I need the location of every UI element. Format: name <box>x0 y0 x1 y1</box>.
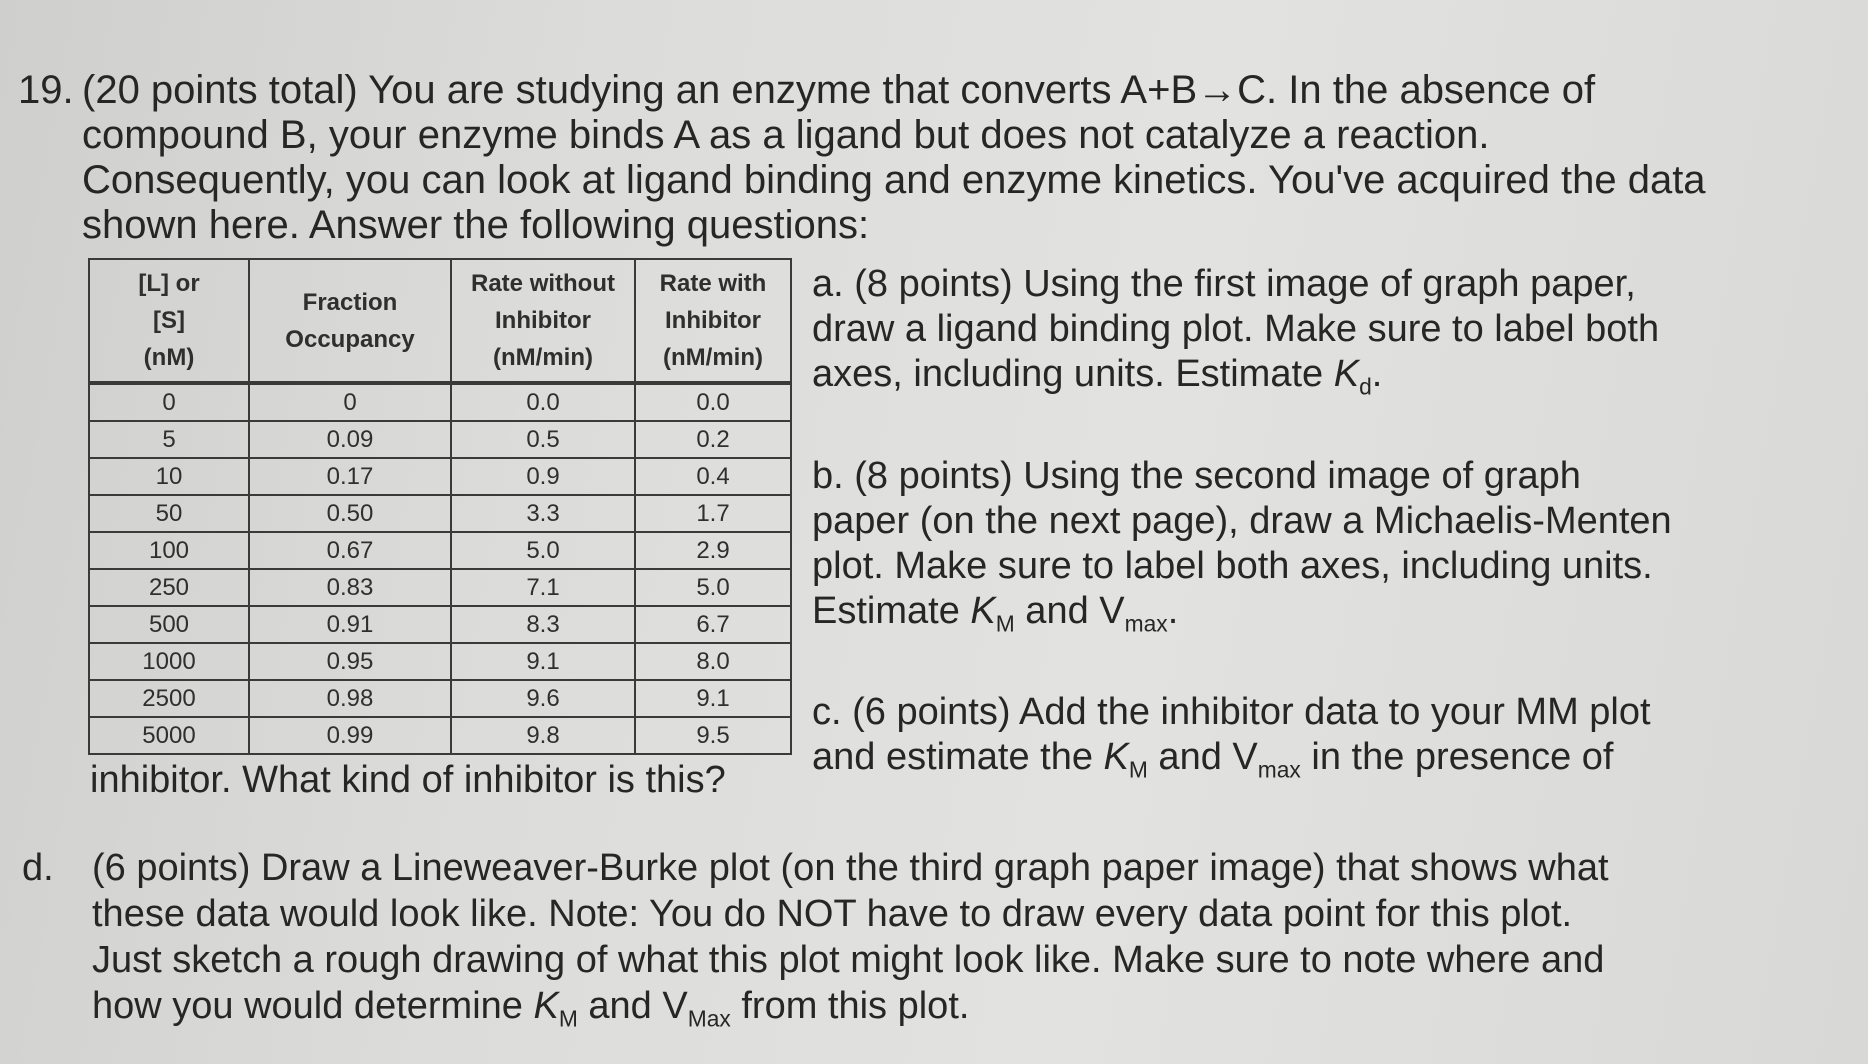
table-cell: 9.1 <box>451 643 635 680</box>
intro-line: shown here. Answer the following questions: <box>82 203 870 247</box>
table-cell: 10 <box>89 458 249 495</box>
header-rate-with-inhibitor: Rate with Inhibitor (nM/min) <box>635 259 791 383</box>
table-row <box>89 532 791 569</box>
table-cell: 9.6 <box>451 680 635 717</box>
part-a-line: axes, including units. Estimate $K_d$. <box>812 353 1383 400</box>
table-cell: 0.0 <box>635 383 791 421</box>
table-cell: 0.67 <box>249 532 451 569</box>
table-cell: 2500 <box>89 680 249 717</box>
data-table <box>88 258 792 755</box>
part-c-line: inhibitor. What kind of inhibitor is this? <box>90 759 726 801</box>
table-row <box>89 495 791 532</box>
intro-line: compound B, your enzyme binds A as a ligand but does not catalyze a reaction. <box>82 113 1490 157</box>
table-row <box>89 717 791 754</box>
table-cell: 0.50 <box>249 495 451 532</box>
header-concentration: [L] or [S] (nM) <box>89 259 249 383</box>
part-a <box>812 262 1852 410</box>
table-cell: 9.1 <box>635 680 791 717</box>
table-cell: 0 <box>89 383 249 421</box>
table-cell: 8.0 <box>635 643 791 680</box>
table-cell: 1.7 <box>635 495 791 532</box>
table-header-row <box>89 259 791 383</box>
table-cell: 250 <box>89 569 249 606</box>
table-cell: 1000 <box>89 643 249 680</box>
table-cell: 5000 <box>89 717 249 754</box>
table-cell: 0.09 <box>249 421 451 458</box>
question-parts <box>812 262 1852 837</box>
table-cell: 50 <box>89 495 249 532</box>
table-cell: 0.99 <box>249 717 451 754</box>
part-b-line: plot. Make sure to label both axes, including units. <box>812 544 1653 587</box>
table-row <box>89 458 791 495</box>
part-d-line: how you would determine $K_M$ and $V_{Max}$ from this plot. <box>92 985 970 1032</box>
table-cell: 500 <box>89 606 249 643</box>
table-cell: 5 <box>89 421 249 458</box>
table-row <box>89 643 791 680</box>
table-cell: 3.3 <box>451 495 635 532</box>
part-a-line: draw a ligand binding plot. Make sure to label both <box>812 308 1660 350</box>
part-c-line: c. (6 points) Add the inhibitor data to your MM plot <box>812 691 1651 734</box>
table-cell: 0.91 <box>249 606 451 643</box>
table-cell: 9.8 <box>451 717 635 754</box>
table-cell: 0.98 <box>249 680 451 717</box>
table-cell: 8.3 <box>451 606 635 643</box>
part-b <box>812 454 1852 647</box>
table-cell: 0.17 <box>249 458 451 495</box>
intro-line: Consequently, you can look at ligand binding and enzyme kinetics. You've acquired the data <box>82 158 1706 202</box>
intro-line: (20 points total) You are studying an enzyme that converts A+B→C. In the absence of <box>82 68 1596 112</box>
table-row <box>89 569 791 606</box>
table-row <box>89 421 791 458</box>
table-cell: 0.5 <box>451 421 635 458</box>
part-d-line: (6 points) Draw a Lineweaver-Burke plot (on the third graph paper image) that shows what <box>92 847 1609 889</box>
question-intro <box>82 68 1722 248</box>
table-cell: 2.9 <box>635 532 791 569</box>
part-d-label: d. <box>22 847 54 889</box>
part-b-line: paper (on the next page), draw a Michaelis-Menten <box>812 499 1672 542</box>
table-row <box>89 383 791 421</box>
part-d-line: these data would look like. Note: You do NOT have to draw every data point for this plot. <box>92 893 1573 935</box>
part-d-line: Just sketch a rough drawing of what this plot might look like. Make sure to note where and <box>92 939 1605 981</box>
part-c-line: and estimate the $K_M$ and $V_{max}$ in the presence of <box>812 736 1614 783</box>
table-body <box>89 383 791 754</box>
table-cell: 5.0 <box>635 569 791 606</box>
table-cell: 5.0 <box>451 532 635 569</box>
table-cell: 7.1 <box>451 569 635 606</box>
header-rate-without-inhibitor: Rate without Inhibitor (nM/min) <box>451 259 635 383</box>
table-cell: 0.2 <box>635 421 791 458</box>
table-cell: 0.4 <box>635 458 791 495</box>
table-cell: 0.9 <box>451 458 635 495</box>
part-a-line: a. (8 points) Using the first image of graph paper, <box>812 263 1636 305</box>
table-cell: 9.5 <box>635 717 791 754</box>
table-cell: 0 <box>249 383 451 421</box>
header-fraction-occupancy: Fraction Occupancy <box>249 259 451 383</box>
question-number: 19. <box>18 68 74 112</box>
table-row <box>89 680 791 717</box>
table-cell: 0.83 <box>249 569 451 606</box>
part-b-line: Estimate $K_M$ and $V_{max}$. <box>812 589 1179 637</box>
table-cell: 0.0 <box>451 383 635 421</box>
part-b-line: b. (8 points) Using the second image of graph <box>812 454 1581 497</box>
table-cell: 6.7 <box>635 606 791 643</box>
table-row <box>89 606 791 643</box>
table-cell: 0.95 <box>249 643 451 680</box>
part-c <box>812 690 1852 793</box>
table-cell: 100 <box>89 532 249 569</box>
